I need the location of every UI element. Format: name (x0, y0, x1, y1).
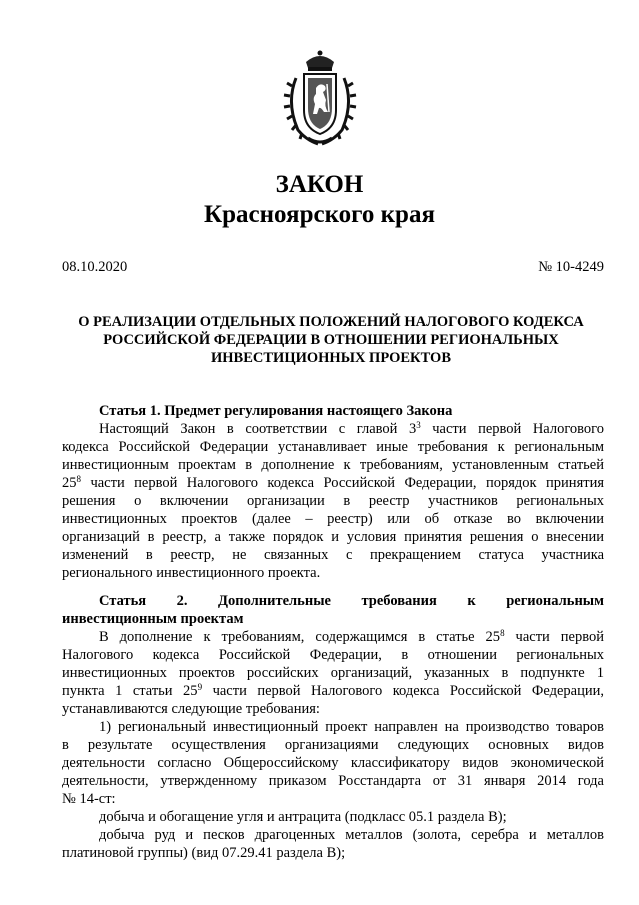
paragraph-line: инвестиционным проектам в дополнение к требованиям, установленным статьей (62, 457, 604, 473)
paragraph-line: инвестиционных проектов российских организаций, указанных в подпункте 1 (62, 665, 604, 681)
paragraph-line: пункта 1 статьи $25^9$ части первой Налогового кодекса Российской Федерации, (62, 682, 604, 699)
law-date: 08.10.2020 (62, 259, 128, 275)
paragraph-line: Налогового кодекса Российской Федерации, в отношении региональных (62, 647, 604, 663)
title-line: РОССИЙСКОЙ ФЕДЕРАЦИИ В ОТНОШЕНИИ РЕГИОНАЛЬНЫХ (103, 332, 559, 348)
paragraph-line: инвестиционных проектов (далее – реестр) или об отказе во включении (62, 511, 604, 527)
title-line: ИНВЕСТИЦИОННЫХ ПРОЕКТОВ (211, 350, 451, 366)
paragraph-line: 1) региональный инвестиционный проект направлен на производство товаров (99, 719, 604, 735)
region-heading: Красноярского края (204, 201, 435, 228)
paragraph-line: устанавливаются следующие требования: (62, 701, 320, 717)
paragraph-line: регионального инвестиционного проекта. (62, 565, 321, 581)
paragraph-line: № 14-ст: (62, 791, 116, 807)
paragraph-line: кодекса Российской Федерации устанавливает иные требования к региональным (62, 439, 604, 455)
paragraph-line: платиновой группы) (вид 07.29.41 раздела B); (62, 845, 346, 861)
article-2-heading: Статья 2. Дополнительные требования к региональным (99, 593, 604, 609)
paragraph-line: добыча руд и песков драгоценных металлов (золота, серебра и металлов (99, 827, 604, 843)
law-number: № 10-4249 (538, 259, 604, 275)
paragraph-line: добыча и обогащение угля и антрацита (подкласс 05.1 раздела B); (99, 809, 507, 825)
document-title (66, 313, 596, 367)
paragraph-line: В дополнение к требованиям, содержащимся в статье $25^8$ части первой (99, 628, 604, 645)
paragraph-line: организаций в реестр, а также порядок и условия принятия решения о внесении (62, 529, 604, 545)
paragraph-line: $25^8$ части первой Налогового кодекса Российской Федерации, порядок принятия (62, 474, 604, 491)
paragraph-line: в результате осуществления организациями следующих основных видов (62, 737, 604, 753)
coat-of-arms-icon (282, 48, 358, 148)
law-heading: ЗАКОН (275, 171, 364, 198)
paragraph-line: изменений в реестр, не связанных с прекращением статуса участника (62, 547, 604, 563)
paragraph-line: решения о включении организации в реестр участников региональных (62, 493, 604, 509)
article-2-heading-cont: инвестиционным проектам (62, 611, 244, 627)
paragraph-line: деятельности согласно Общероссийскому классификатору видов экономической (62, 755, 604, 771)
title-line: О РЕАЛИЗАЦИИ ОТДЕЛЬНЫХ ПОЛОЖЕНИЙ НАЛОГОВОГО КОДЕКСА (78, 314, 584, 330)
article-1-heading: Статья 1. Предмет регулирования настоящего Закона (99, 403, 453, 419)
paragraph-line: деятельности, утвержденному приказом Росстандарта от 31 января 2014 года (62, 773, 604, 789)
paragraph-line: Настоящий Закон в соответствии с главой $3^3$ части первой Налогового (99, 420, 605, 437)
